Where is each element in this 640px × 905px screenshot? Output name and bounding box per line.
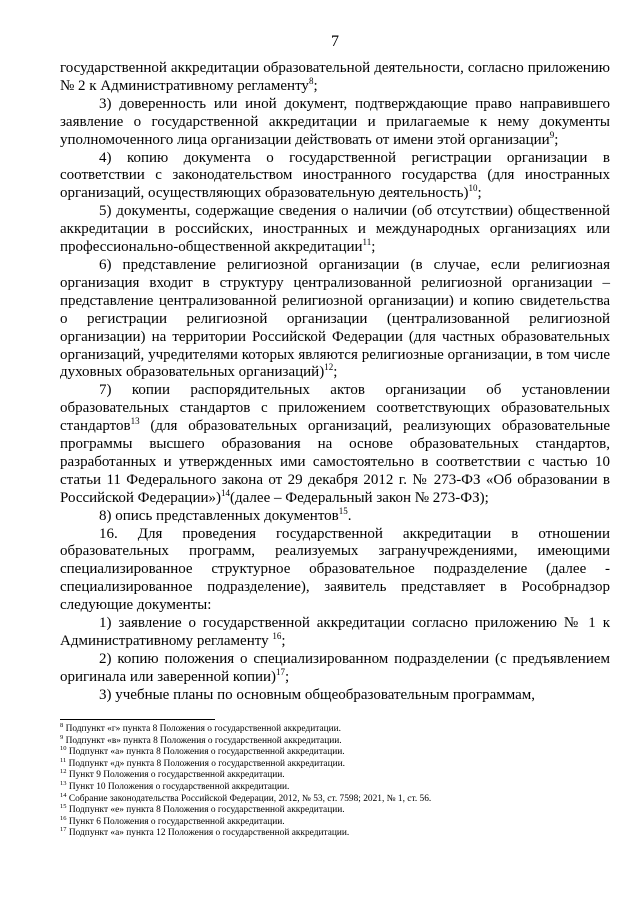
footnote	[60, 779, 610, 794]
paragraph-text: 7) копии распорядительных актов организации об установлении образовательных стандартов с приложением соответствующих образовательных стандартов	[60, 382, 610, 435]
paragraph-text: 1) заявление о государственной аккредитации согласно приложению № 1 к Административному регламенту	[60, 615, 610, 649]
body-text	[60, 60, 610, 705]
paragraph	[60, 60, 610, 96]
page-number: 7	[331, 33, 339, 50]
footnote-text: Пункт 10 Положения о государственной аккредитации.	[66, 781, 290, 792]
paragraph-text: государственной аккредитации образовательной деятельности, согласно приложению № 2 к Административному регламенту	[60, 60, 610, 94]
footnote	[60, 828, 610, 840]
document-page	[60, 32, 610, 705]
paragraph-text: ;	[313, 77, 318, 94]
footnote-ref: 10	[468, 183, 478, 194]
footnote-text: Подпункт «е» пункта 8 Положения о государственной аккредитации.	[66, 805, 345, 816]
paragraph-text: ;	[554, 131, 559, 148]
footnote-number: 9	[60, 733, 64, 741]
paragraph-text: (для образовательных организаций, реализующих образовательные программы высшего образования на основе образовательных стандартов, разработанных и утвержденных ими самостоятельно в соответствии с частью 10 статьи 11 Федерального закона от 29 декабря 2012 г. № 273-ФЗ «Об образовании в Российской Федерации»)	[60, 418, 610, 506]
footnote-text: Пункт 9 Положения о государственной аккредитации.	[66, 770, 285, 781]
footnote	[60, 805, 610, 817]
paragraph-text: 4) копию документа о государственной регистрации организации в соответствии с законодательством иностранного государства (для иностранных организаций, осуществляющих образовательную деятельность)	[60, 149, 610, 202]
footnotes	[60, 721, 610, 840]
footnote-ref: 16	[272, 631, 282, 641]
footnote	[60, 747, 610, 759]
footnote-ref: 13	[130, 416, 140, 427]
paragraph-text: ;	[371, 239, 376, 256]
paragraph	[60, 651, 610, 687]
footnote-number: 11	[60, 756, 67, 764]
footnote-ref: 8	[308, 75, 314, 86]
footnote-number: 12	[60, 768, 67, 776]
paragraph-text: ;	[285, 668, 290, 685]
footnote-ref: 17	[276, 666, 286, 677]
footnote-number: 14	[60, 791, 67, 799]
footnote-ref: 9	[549, 129, 555, 140]
paragraph-text: 8) опись представленных документов	[99, 507, 339, 524]
paragraph-text: .	[347, 507, 352, 524]
footnote-ref: 12	[324, 362, 334, 373]
footnote-number: 17	[60, 826, 67, 834]
footnote	[60, 814, 610, 829]
paragraph-text: ;	[477, 185, 482, 202]
footnote-text: Подпункт «г» пункта 8 Положения о государственной аккредитации.	[63, 724, 342, 734]
footnote-text: Собрание законодательства Российской Федерации, 2012, № 53, ст. 7598; 2021, № 1, ст. 56.	[66, 793, 432, 804]
paragraph-text: ;	[333, 364, 338, 381]
footnote-text: Пункт 6 Положения о государственной аккредитации.	[66, 816, 285, 827]
paragraph	[60, 96, 610, 150]
footnote-number: 13	[60, 779, 67, 787]
paragraph	[60, 505, 610, 526]
footnote	[60, 733, 610, 748]
footnote-number: 16	[60, 814, 67, 822]
footnote	[60, 721, 610, 736]
footnote-number: 8	[60, 721, 64, 729]
footnote-text: Подпункт «в» пункта 8 Положения о государственной аккредитации.	[63, 735, 342, 746]
paragraph	[60, 526, 610, 616]
footnote-ref: 11	[362, 237, 372, 248]
paragraph-text: (далее – Федеральный закон № 273-ФЗ);	[230, 489, 489, 506]
footnote	[60, 756, 610, 771]
footnote-number: 10	[60, 745, 67, 753]
paragraph	[60, 615, 610, 651]
footnote-text: Подпункт «д» пункта 8 Положения о государственной аккредитации.	[66, 758, 345, 769]
footnote-text: Подпункт «а» пункта 8 Положения о государственной аккредитации.	[66, 747, 345, 758]
paragraph	[60, 203, 610, 257]
footnote-separator	[60, 719, 215, 720]
paragraph-text: 3) доверенность или иной документ, подтверждающие право направившего заявление о государственной аккредитации и прилагаемые к нему документы уполномоченного лица организации действовать от имени этой организации	[60, 95, 610, 148]
footnote	[60, 770, 610, 782]
footnote-ref: 14	[221, 487, 231, 498]
footnote	[60, 791, 610, 806]
paragraph-text: ;	[281, 633, 286, 649]
paragraph	[60, 257, 610, 382]
footnote-number: 15	[60, 803, 67, 811]
paragraph-text: 5) документы, содержащие сведения о наличии (об отсутствии) общественной аккредитации в российских, иностранных и международных организациях или профессионально-общественной аккредитации	[60, 203, 610, 256]
footnote-ref: 15	[338, 505, 348, 516]
paragraph-text: 16. Для проведения государственной аккредитации в отношении образовательных программ, реализуемых загранучреждениями, имеющими специализированное структурное образовательное подразделение (далее - специализированное подразделение), заявитель представляет в Рособрнадзор следующие документы:	[60, 525, 610, 614]
paragraph	[60, 382, 610, 507]
paragraph-text: 6) представление религиозной организации (в случае, если религиозная организация входит в структуру централизованной религиозной организации – представление централизованной религиозной организации) и копию свидетельства о регистрации религиозной организации (централизованной религиозной организации) на территории Российской Федерации (для частных образовательных организаций, учредителями которых являются религиозные организации, в том числе духовных образовательных организаций)	[60, 256, 610, 381]
paragraph	[60, 150, 610, 204]
paragraph-text: 3) учебные планы по основным общеобразовательным программам,	[99, 686, 536, 703]
paragraph	[60, 687, 610, 705]
footnote-text: Подпункт «а» пункта 12 Положения о государственной аккредитации.	[66, 828, 350, 839]
paragraph-text: 2) копию положения о специализированном подразделении (с предъявлением оригинала или заверенной копии)	[60, 650, 610, 685]
